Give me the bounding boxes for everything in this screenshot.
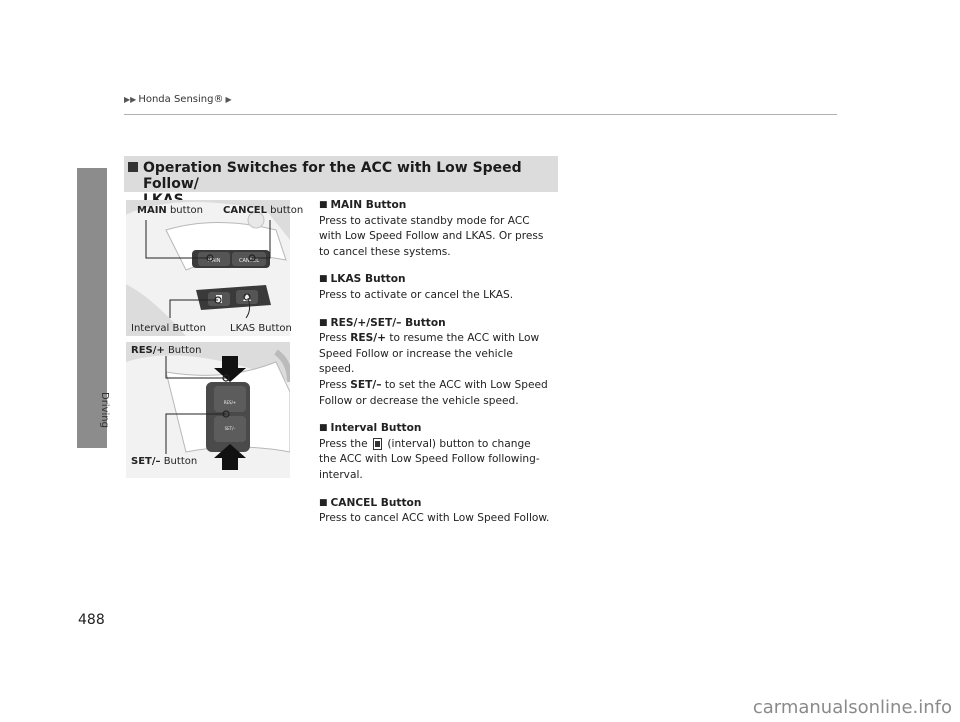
square-bullet-icon: ■ [319,274,328,285]
callout-res-button: RES/+ Button [131,345,202,356]
item-body: Press to activate or cancel the LKAS. [319,288,514,301]
item-cancel [319,496,551,527]
steering-wheel-top-illustration [126,200,290,336]
chapter-tab-label: Driving [99,392,110,428]
breadcrumb-arrow-icon: ▶▶ [124,95,137,104]
square-bullet-icon: ■ [319,317,328,328]
item-heading: ■ MAIN Button [319,198,551,214]
section-title-line1: Operation Switches for the ACC with Low Speed Follow/ [143,160,522,192]
content-column [319,198,551,539]
figure-steering-left-top [126,200,290,336]
callout-set-button: SET/– Button [131,456,198,467]
interval-icon [373,438,382,450]
set-switch-text: SET/– [224,426,236,431]
callout-cancel-button: CANCEL button [223,205,304,216]
item-interval [319,421,551,483]
callout-interval-button: Interval Button [131,323,206,334]
item-heading: ■ LKAS Button [319,272,551,288]
item-heading: ■ RES/+/SET/– Button [319,316,551,332]
square-bullet-icon: ■ [319,200,328,210]
breadcrumb [124,94,232,105]
square-bullet-icon: ■ [319,423,328,434]
item-body: Press the (interval) button to change the ACC with Low Speed Follow following-interval. [319,437,540,481]
main-switch-text: MAIN [207,258,221,264]
watermark: carmanualsonline.info [752,697,952,718]
item-heading: ■ CANCEL Button [319,496,551,512]
item-body: Press RES/+ to resume the ACC with Low Speed Follow or increase the vehicle speed. Press SET/– to set the ACC with Low Speed Follow or decrease the vehicle speed. [319,332,548,407]
item-body: Press to activate standby mode for ACC with Low Speed Follow and LKAS. Or press to cancel these systems. [319,214,544,258]
item-body: Press to cancel ACC with Low Speed Follow. [319,512,550,525]
callout-main-button: MAIN button [137,205,203,216]
chapter-tab-label-wrap [98,392,112,432]
page-number: 488 [78,612,105,628]
item-res-set [319,316,551,410]
breadcrumb-arrow-icon: ▶ [225,95,232,104]
square-bullet-icon: ■ [319,497,328,508]
item-heading: ■ Interval Button [319,421,551,437]
breadcrumb-label[interactable]: Honda Sensing® [138,94,224,105]
item-lkas [319,272,551,303]
header-divider [124,114,837,115]
item-main [319,198,551,260]
res-switch-text: RES/+ [223,400,237,405]
callout-lkas-button: LKAS Button [230,323,292,334]
cancel-switch-text: CANCEL [238,258,260,264]
